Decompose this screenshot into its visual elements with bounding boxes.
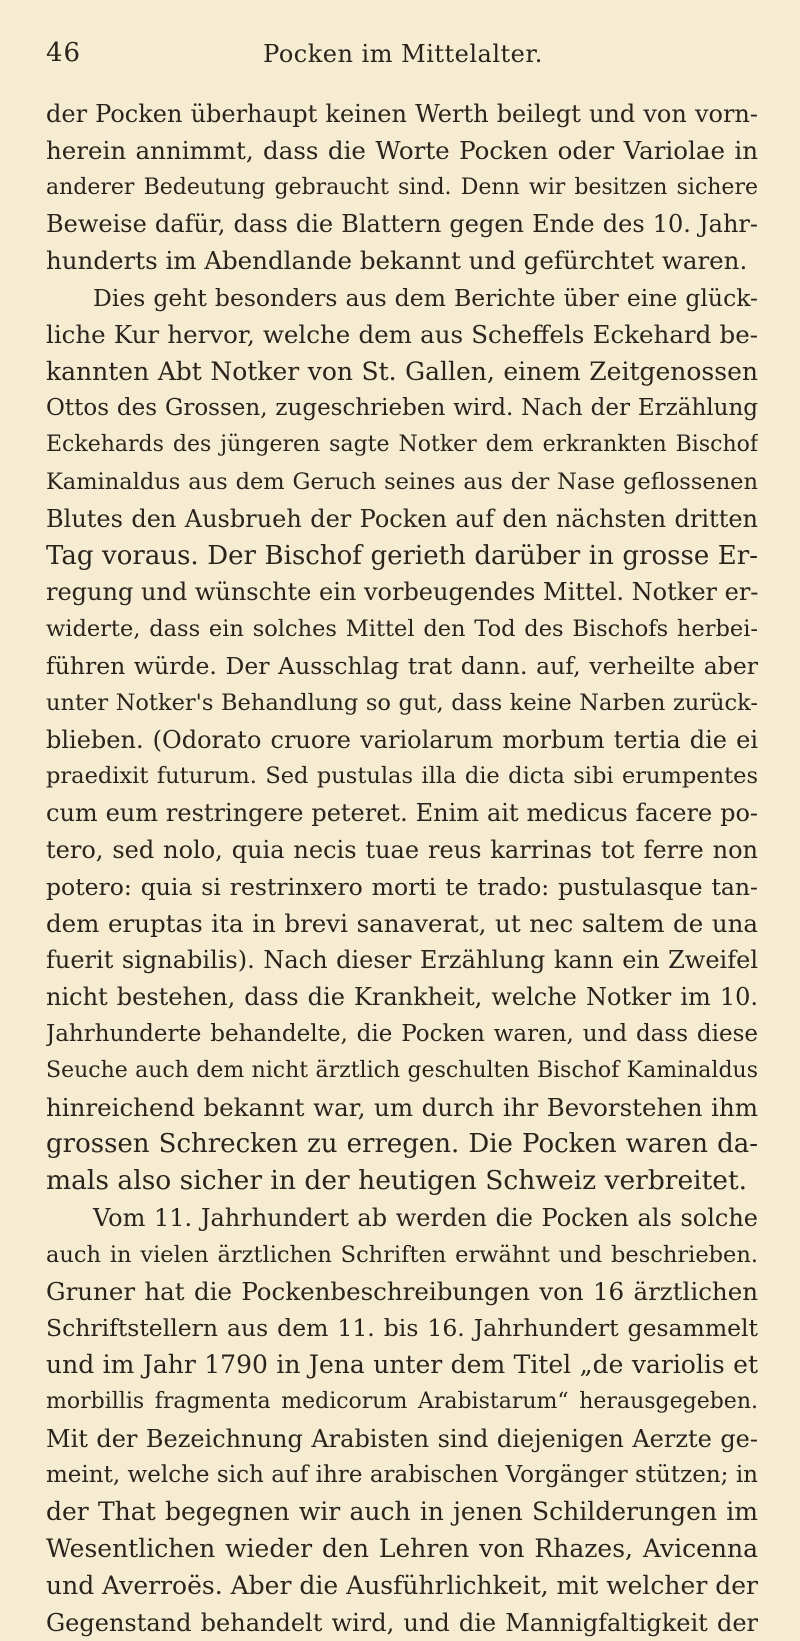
page-number: 46 [46,38,82,68]
text-line: kannten Abt Notker von St. Gallen, einem Zeitgenossen [46,356,758,386]
text-line: anderer Bedeutung gebraucht sind. Denn wir besitzen sichere [46,174,758,200]
text-line: Seuche auch dem nicht ärztlich geschulten Bischof Kaminaldus [46,1057,758,1083]
text-line: Blutes den Ausbrueh der Pocken auf den nächsten dritten [46,504,758,533]
text-line: Jahrhunderte behandelte, die Pocken waren, und dass diese [46,1020,758,1047]
text-line: praedixit futurum. Sed pustulas illa die dicta sibi erumpentes [46,763,758,790]
text-line: und Averroës. Aber die Ausführlichkeit, mit welcher der [46,1570,758,1600]
text-line: Gruner hat die Pockenbeschreibungen von 16 ärztlichen [46,1276,758,1306]
text-line: Vom 11. Jahrhundert ab werden die Pocken als solche [93,1203,758,1232]
text-line: Ottos des Grossen, zugeschrieben wird. Nach der Erzählung [46,395,758,422]
text-line: auch in vielen ärztlichen Schriften erwähnt und beschrieben. [46,1241,758,1268]
text-line: liche Kur hervor, welche dem aus Scheffels Eckehard be- [46,319,758,349]
text-line: potero: quia si restrinxero morti te trado: pustulasque tan- [46,872,758,901]
text-line: herein annimmt, dass die Worte Pocken oder Variolae in [46,135,758,165]
page-header [46,38,760,78]
text-line: hinreichend bekannt war, um durch ihr Bevorstehen ihm [46,1092,758,1122]
text-line: führen würde. Der Ausschlag trat dann. auf, verheilte aber [46,651,758,680]
text-line: Tag voraus. Der Bischof gerieth darüber in grosse Er- [46,540,758,571]
text-line: Wesentlichen wieder den Lehren von Rhazes, Avicenna [46,1534,758,1564]
text-line: fuerit signabilis). Nach dieser Erzählung kann ein Zweifel [46,946,758,975]
text-line: Kaminaldus aus dem Geruch seines aus der Nase geflossenen [46,468,758,495]
text-line: nicht bestehen, dass die Krankheit, welche Notker im 10. [46,983,758,1012]
text-line: regung und wünschte ein vorbeugendes Mittel. Notker er- [46,578,758,607]
text-line: und im Jahr 1790 in Jena unter dem Titel „de variolis et [46,1350,758,1380]
text-line: morbillis fragmenta medicorum Arabistarum“ herausgegeben. [46,1388,758,1414]
text-line: der Pocken überhaupt keinen Werth beilegt und von vorn- [46,100,758,128]
text-line: Mit der Bezeichnung Arabisten sind diejenigen Aerzte ge- [46,1424,758,1453]
running-title: Pocken im Mittelalter. [263,40,543,68]
text-line: Schriftstellern aus dem 11. bis 16. Jahrhundert gesammelt [46,1314,758,1343]
text-line: Gegenstand behandelt wird, und die Mannigfaltigkeit der [46,1608,758,1637]
text-line: blieben. (Odorato cruore variolarum morbum tertia die ei [46,725,758,754]
body-text [46,96,758,1641]
text-line: widerte, dass ein solches Mittel den Tod des Bischofs herbei- [46,616,758,643]
text-line: tero, sed nolo, quia necis tuae reus karrinas tot ferre non [46,835,758,864]
text-line: Eckehards des jüngeren sagte Notker dem erkrankten Bischof [46,432,758,458]
text-line: unter Notker's Behandlung so gut, dass keine Narben zurück- [46,689,758,716]
text-line: Beweise dafür, dass die Blattern gegen Ende des 10. Jahr- [46,210,758,239]
text-line: Dies geht besonders aus dem Berichte über eine glück- [93,283,758,312]
text-line: hunderts im Abendlande bekannt und gefürchtet waren. [46,246,748,276]
text-line: mals also sicher in der heutigen Schweiz verbreitet. [46,1165,748,1197]
text-line: cum eum restringere peteret. Enim ait medicus facere po- [46,799,758,828]
text-line: meint, welche sich auf ihre arabischen Vorgänger stützen; in [46,1462,758,1489]
text-line: der That begegnen wir auch in jenen Schilderungen im [46,1497,758,1527]
text-line: grossen Schrecken zu erregen. Die Pocken waren da- [46,1129,758,1160]
text-line: dem eruptas ita in brevi sanaverat, ut nec saltem de una [46,908,758,938]
